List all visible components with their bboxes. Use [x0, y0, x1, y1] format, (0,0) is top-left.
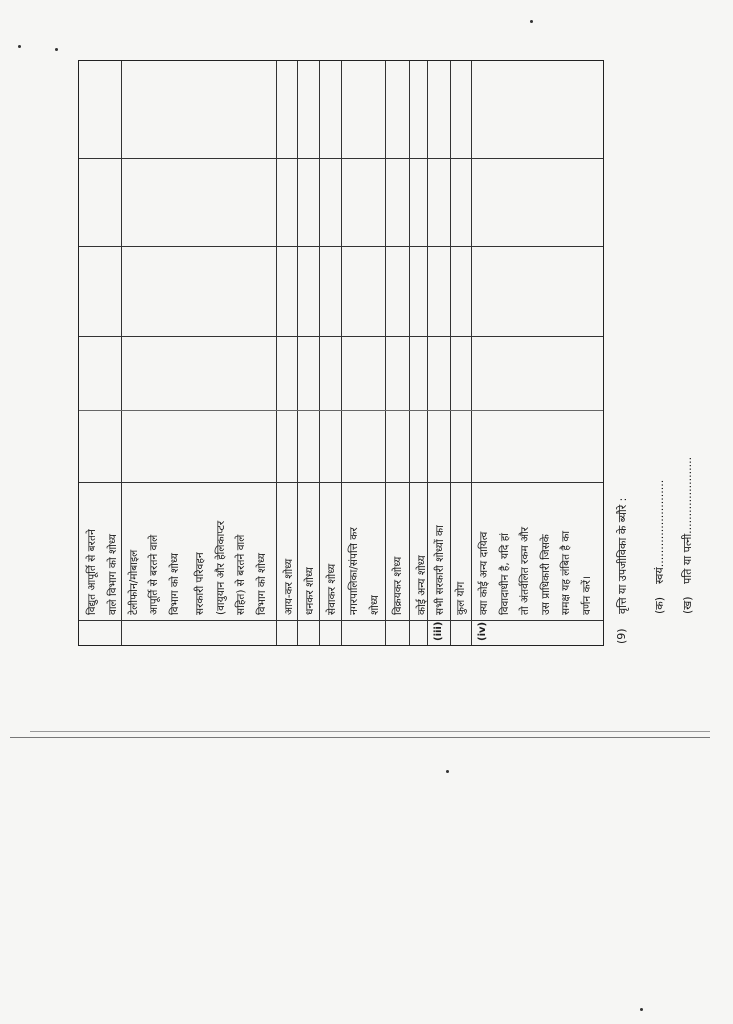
row-divider [409, 61, 410, 645]
scan-fold-line [10, 737, 710, 738]
scan-speck [640, 1008, 643, 1011]
section-9-number: (9) [615, 628, 628, 644]
column-divider [79, 336, 603, 337]
row-label-line: विवादाधीन है, यदि हां [498, 532, 511, 615]
scan-fold-line-2 [30, 731, 710, 732]
row-label-line: विद्युत आपूर्ति से बरतने [86, 529, 98, 615]
row-label-line: विक्रयकर शोध्य [392, 556, 404, 615]
scan-speck [530, 20, 533, 23]
row-label-line: समक्ष यह लंबित है का [560, 530, 572, 615]
row-divider [471, 61, 472, 645]
row-divider [450, 61, 451, 645]
serial-column-divider [79, 620, 603, 621]
item-b-spouse: पति या पत्नी...................... [681, 456, 694, 584]
row-label-line: सहित) से बरतने वाले [235, 534, 247, 615]
row-label-line: शोध्य [368, 595, 381, 615]
row-label-line: विभाग को शोध्य [168, 553, 181, 615]
row-label-line: विभाग को शोध्य [255, 553, 268, 615]
column-divider [79, 410, 603, 411]
item-a-self: स्वयं......................... [653, 479, 666, 584]
roman-numeral: (iii) [433, 621, 444, 641]
row-divider [121, 61, 122, 645]
row-label-line: आपूर्ति से बरतने वाले [148, 534, 160, 615]
row-label-line: आय-कर शोध्य [283, 558, 295, 615]
column-divider [79, 246, 603, 247]
row-divider [319, 61, 320, 645]
item-a-label: (क) [653, 596, 666, 614]
row-divider [276, 61, 277, 645]
row-label-line: टेलीफोन/मोबाइल [128, 549, 140, 615]
row-label-line: क्या कोई अन्य दायित्व [478, 531, 490, 615]
row-label-line: कुल योग [454, 581, 467, 615]
roman-numeral: (iv) [477, 621, 488, 641]
item-b-label: (ख) [681, 596, 694, 614]
row-divider [341, 61, 342, 645]
dues-table [78, 60, 604, 646]
scan-speck [55, 48, 58, 51]
column-divider [79, 158, 603, 159]
row-label-line: (वायुयान और हेलिकाप्टर [214, 520, 227, 615]
row-label-line: तो अंतर्वलित रकम और [519, 526, 531, 615]
scan-speck [18, 45, 21, 48]
row-label-line: वाले विभाग को शोध्य [106, 534, 119, 615]
row-label-line: धनकर शोध्य [304, 567, 316, 615]
row-label-line: वर्णन करें। [580, 576, 593, 615]
section-9-title: वृत्ति या उपजीविका के ब्यौरे : [616, 497, 629, 614]
row-divider [297, 61, 298, 645]
row-label-line: नगरपालिका/संपत्ति कर [348, 527, 360, 615]
row-label-line: कोई अन्य शोध्य [416, 555, 428, 615]
row-label-line: सभी सरकारी शोध्यों का [434, 525, 446, 615]
column-divider [79, 482, 603, 483]
row-label-line: सेवाकर शोध्य [326, 563, 338, 615]
row-divider [385, 61, 386, 645]
row-label-line: उस प्राधिकारी जिसके [539, 534, 552, 615]
scan-speck [446, 770, 449, 773]
row-label-line: सरकारी परिवहन [194, 552, 206, 615]
